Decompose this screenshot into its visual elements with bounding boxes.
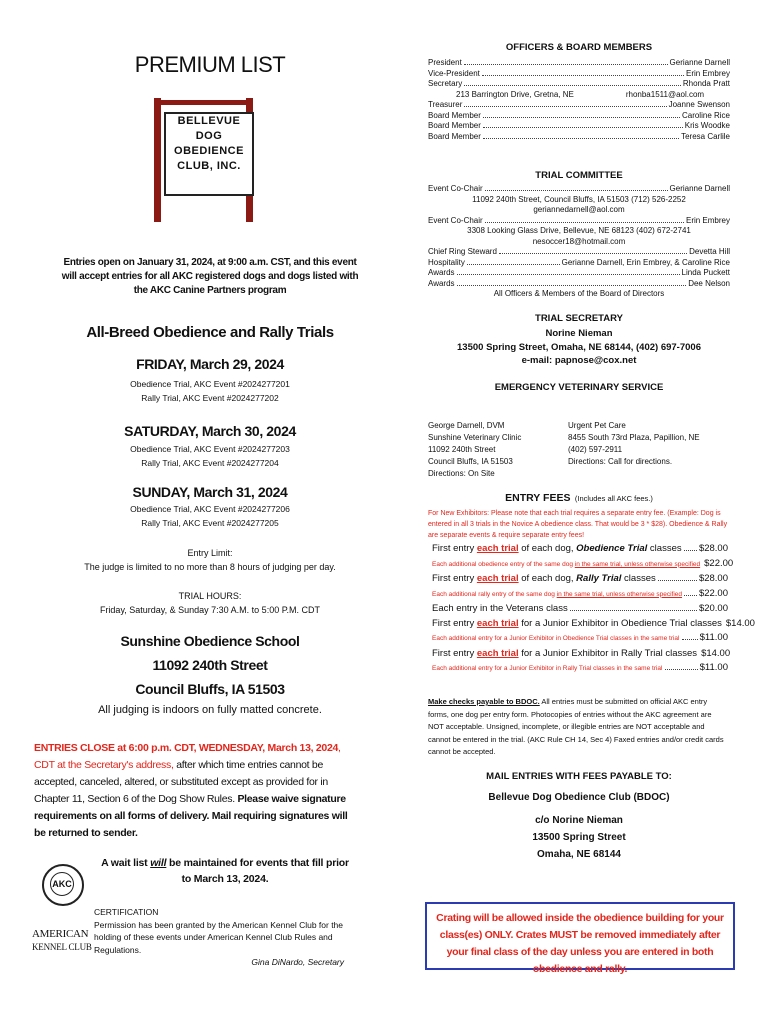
cochair-address: 11092 240th Street, Council Bluffs, IA 51503 (712) 526-2252 geriannedarnell@aol.com [472, 194, 686, 214]
vet-line: Directions: Call for directions. [568, 457, 673, 466]
day-date: SATURDAY, March 30, 2024 [124, 423, 296, 439]
crating-notice: Crating will be allowed inside the obedience building for your class(es) ONLY. Crates MUST be removed immediately after your final class of the day unless you are entered in both obedience and rally. [436, 912, 724, 975]
logo-sign [164, 112, 254, 196]
committee-row: Chief Ring Steward Devetta Hill [428, 247, 730, 256]
mail-line: 13500 Spring Street [532, 832, 626, 843]
fee-row [432, 617, 755, 632]
secretary-address-row [428, 90, 730, 101]
officer-row: Vice-President Erin Embrey [428, 68, 730, 78]
akc-seal-icon [42, 864, 84, 906]
logo-line: DOG [195, 130, 223, 142]
fee-label [432, 617, 722, 632]
fee-label [432, 572, 656, 587]
vet-line: (402) 597-2911 [568, 445, 623, 454]
fees-title: ENTRY FEES [505, 492, 571, 504]
event-line: Obedience Trial, AKC Event #2024277206 [130, 504, 290, 514]
close-deadline: ENTRIES CLOSE at 6:00 p.m. CDT, WEDNESDAY, March 13, 2024 [34, 742, 339, 754]
secretary-line: 13500 Spring Street, Omaha, NE 68144, (402) 697-7006 [457, 341, 701, 353]
event-line: Rally Trial, AKC Event #2024277205 [141, 518, 279, 528]
mail-line: Omaha, NE 68144 [537, 849, 621, 860]
committee-row: Event Co-Chair Erin Embrey [428, 215, 730, 225]
crating-notice-box [425, 902, 735, 975]
venue-line: Council Bluffs, IA 51503 [135, 681, 285, 697]
fee-text: Rally Trial [576, 573, 622, 584]
cert-text: Permission has been granted by the American Kennel Club for the holding of these events under American Kennel Club Rules and Regulations. [94, 919, 344, 955]
vet-title: EMERGENCY VETERINARY SERVICE [494, 382, 664, 393]
fee-text: First entry [432, 617, 477, 629]
fee-text: First entry [432, 647, 477, 659]
officers-title: OFFICERS & BOARD MEMBERS [505, 42, 653, 53]
logo-line: BELLEVUE [177, 115, 241, 127]
mail-lines [428, 789, 730, 863]
fee-text: in the same trial, unless otherwise specified [574, 560, 701, 568]
entries-close-text [34, 740, 350, 842]
committee-title: TRIAL COMMITTEE [535, 170, 623, 181]
committee-row: Hospitality Gerianne Darnell, Erin Embrey, & Caroline Rice [428, 257, 730, 267]
entry-limit-text: The judge is limited to no more than 8 hours of judging per day. [84, 562, 336, 572]
fee-row [432, 647, 731, 662]
event-line: Rally Trial, AKC Event #2024277202 [141, 393, 279, 403]
checks-text [428, 696, 728, 759]
vet-line: 11092 240th Street [428, 445, 496, 454]
fee-text: First entry [432, 573, 477, 584]
fee-price: $22.00 [698, 587, 728, 599]
day-date: SUNDAY, March 31, 2024 [132, 484, 288, 500]
akc-logo [32, 862, 92, 962]
trial-hours-label: TRIAL HOURS: [178, 591, 242, 601]
fee-row [432, 661, 728, 677]
fee-text: of each dog, [518, 543, 577, 554]
fee-price: $14.00 [725, 617, 755, 629]
committee-note: All Officers & Members of the Board of Directors [493, 289, 665, 298]
close-address: , CDT at the Secretary's address, [34, 742, 341, 771]
close-signature-note: Please waive signature requirements on all forms of delivery. Mail requiring signatures will be returned to sender. [34, 793, 348, 839]
fee-price: $28.00 [698, 573, 728, 584]
fee-text: each trial [476, 573, 519, 584]
secretary-line: Norine Nieman [545, 328, 613, 339]
cochair-address: 3308 Looking Glass Drive, Bellevue, NE 68123 (402) 672-2741 nesoccer18@hotmail.com [467, 226, 691, 246]
cert-label: CERTIFICATION [94, 907, 159, 917]
mail-line: Bellevue Dog Obedience Club (BDOC) [488, 792, 670, 803]
fee-text: each trial [476, 617, 519, 629]
committee-row: Awards Dee Nelson [428, 278, 730, 288]
fee-text: in the same trial, unless otherwise specified [556, 590, 683, 598]
fee-row [432, 572, 728, 587]
wait-list-will: will [150, 857, 167, 869]
fee-row [432, 587, 728, 603]
fee-text: for a Junior Exhibitor in Obedience Trial classes [518, 617, 722, 629]
vet-left [428, 420, 568, 480]
fee-text: First entry [432, 543, 477, 554]
fee-price: $11.00 [699, 662, 728, 673]
fee-label [432, 542, 682, 557]
fees-title-row [428, 488, 730, 506]
vet-line: George Darnell, DVM [428, 421, 505, 430]
officer-row: Secretary Rhonda Pratt [428, 79, 730, 88]
fee-text: classes [621, 573, 656, 584]
officer-row: Board Member Teresa Carlile [428, 131, 730, 141]
fee-price: $20.00 [698, 603, 728, 614]
officer-row: Board Member Caroline Rice [428, 110, 730, 120]
indoors-text: All judging is indoors on fully matted concrete. [98, 704, 322, 716]
vet-line: Council Bluffs, IA 51503 [428, 457, 513, 466]
wait-list-a: A wait list [101, 857, 151, 869]
akc-line-2: KENNEL CLUB [32, 942, 92, 952]
fees-subtitle: (Includes all AKC fees.) [574, 494, 653, 503]
fee-price: $28.00 [698, 543, 728, 554]
fee-label [432, 588, 682, 603]
fee-text: Each additional rally entry of the same dog [432, 590, 557, 598]
new-exhibitor-note: For New Exhibitors: Please note that each trial requires a separate entry fee. (Example: Dog is entered in all 3 trials in the Novice A obedience class. That would be 3 * $28). Obedience & Rally are separate events & require separate entry fees! [428, 510, 728, 539]
entry-limit-label: Entry Limit: [187, 548, 233, 558]
event-line: Rally Trial, AKC Event #2024277204 [141, 458, 279, 468]
mail-title: MAIL ENTRIES WITH FEES PAYABLE TO: [486, 771, 672, 782]
fee-text: Obedience Trial [576, 543, 648, 554]
fee-label [432, 632, 680, 647]
checks-payable: Make checks payable to BDOC. [428, 697, 540, 706]
logo-line: OBEDIENCE [174, 145, 244, 157]
entries-open-text: Entries open on January 31, 2024, at 9:00 a.m. CST, and this event will accept entries for all AKC registered dogs and dogs listed with the AKC Canine Partners program [61, 257, 359, 296]
trial-hours-text: Friday, Saturday, & Sunday 7:30 A.M. to 5:00 P.M. CDT [99, 605, 321, 615]
event-heading: All-Breed Obedience and Rally Trials [86, 324, 334, 341]
fee-row [432, 602, 728, 617]
fee-row [432, 542, 728, 557]
fee-price: $11.00 [699, 632, 728, 643]
vet-line: Directions: On Site [428, 469, 495, 478]
secretary-title: TRIAL SECRETARY [535, 313, 623, 324]
akc-seal-text: AKC [50, 872, 74, 896]
checks-body: All entries must be submitted on official AKC entry forms, one dog per entry form. Photocopies of entries without the AKC agreement are NOT acceptable. Unsigned, incomplete, or illegible entries are NOT acceptable and cannot be entered in the trial. (AKC Rule CH 14, Sec 4) Faxed entries and/or credit cards cannot be accepted. [428, 697, 724, 756]
venue-line: 11092 240th Street [152, 657, 268, 673]
fee-text: Each additional obedience entry of the same dog [432, 560, 575, 568]
fee-label [432, 602, 568, 617]
fee-label [432, 647, 697, 662]
secretary-line: e-mail: papnose@cox.net [521, 355, 637, 366]
event-line: Obedience Trial, AKC Event #2024277201 [130, 379, 290, 389]
secretary-address: 213 Barrington Drive, Gretna, NE [456, 89, 574, 99]
secretary-email: rhonba1511@aol.com [625, 89, 705, 99]
fee-text: for a Junior Exhibitor in Rally Trial classes [518, 647, 698, 659]
secretary-info [428, 327, 730, 368]
event-line: Obedience Trial, AKC Event #2024277203 [130, 444, 290, 454]
right-column [428, 0, 755, 1024]
fee-text: Each additional entry for a Junior Exhibitor in Obedience Trial classes in the same trial [432, 635, 680, 642]
vet-line: 8455 South 73rd Plaza, Papillion, NE [568, 433, 700, 442]
fee-price: $14.00 [701, 647, 731, 659]
fee-row [432, 557, 734, 573]
cert-signature: Gina DiNardo, Secretary [251, 957, 344, 967]
committee-list [428, 184, 730, 300]
fee-label [432, 558, 700, 573]
officer-row: Treasurer Joanne Swenson [428, 100, 730, 109]
fee-text: Each entry in the Veterans class [432, 603, 568, 614]
fee-text: each trial [476, 647, 519, 659]
officers-list [428, 58, 730, 142]
certification [94, 906, 344, 969]
fee-text: Each additional entry for a Junior Exhibitor in Rally Trial classes in the same trial [432, 665, 663, 672]
vet-right [568, 420, 730, 468]
day-date: FRIDAY, March 29, 2024 [136, 356, 284, 372]
club-logo [146, 94, 266, 224]
fees-list [432, 542, 755, 677]
wait-list-b: be maintained for events that fill prior to March 13, 2024. [166, 857, 349, 885]
close-body: after which time entries cannot be accepted, canceled, altered, or substituted except as provided for in Chapter 11, Section 6 of the Dog Show Rules. [34, 759, 328, 805]
logo-line: CLUB, INC. [177, 160, 241, 172]
fee-text: classes [647, 543, 682, 554]
vet-line: Urgent Pet Care [568, 421, 626, 430]
vet-line: Sunshine Veterinary Clinic [428, 433, 522, 442]
wait-list-text [100, 855, 350, 887]
fee-row [432, 631, 728, 647]
officer-row: Board Member Kris Woodke [428, 121, 730, 130]
officer-row: President Gerianne Darnell [428, 58, 730, 67]
committee-row: Awards Linda Puckett [428, 268, 730, 277]
fee-label [432, 662, 663, 677]
akc-line-1: AMERICAN [32, 928, 89, 940]
committee-row: Event Co-Chair Gerianne Darnell [428, 184, 730, 193]
mail-line: c/o Norine Nieman [535, 815, 623, 826]
page-title: PREMIUM LIST [134, 52, 286, 77]
fee-price: $22.00 [704, 557, 734, 569]
fee-text: each trial [476, 543, 519, 554]
venue-line: Sunshine Obedience School [120, 633, 300, 649]
fee-text: of each dog, [518, 573, 577, 584]
